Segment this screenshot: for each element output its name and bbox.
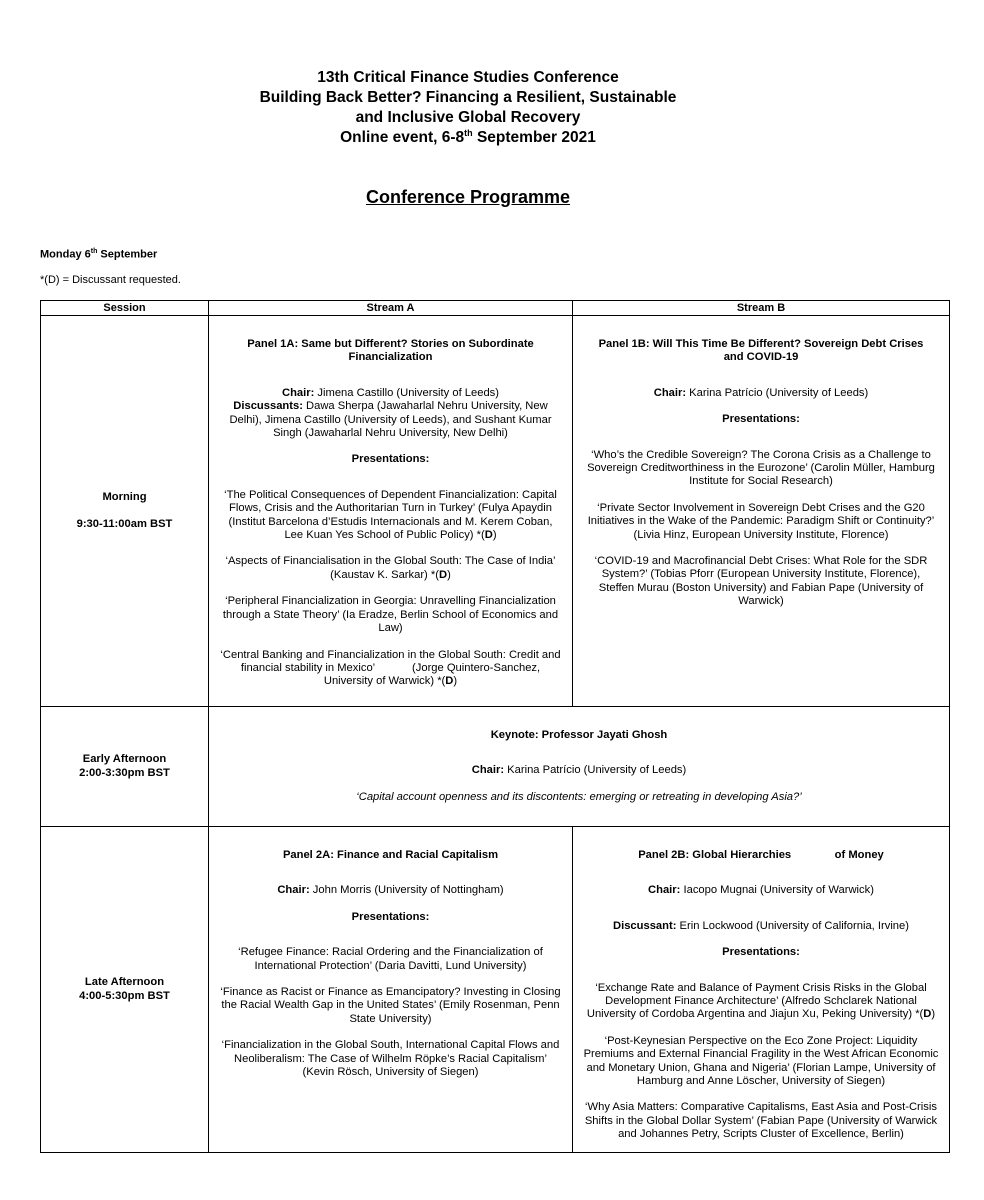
stream-b-cell-late-afternoon bbox=[573, 827, 950, 1153]
programme-title: Conference Programme bbox=[365, 187, 571, 207]
discussant-flag: D bbox=[438, 568, 448, 581]
table-header-row bbox=[41, 301, 950, 316]
presentations-label: Presentations: bbox=[351, 453, 430, 466]
presentation-item: ‘Who’s the Credible Sovereign? The Corona Crisis as a Challenge to Sovereign Creditworthiness in the Eurozone’ (Carolin Müller, Hamburg Institute for Social Research) bbox=[587, 448, 935, 488]
day-month: September bbox=[97, 248, 158, 261]
session-time: 9:30-11:00am BST bbox=[76, 517, 173, 530]
conference-theme-line2: and Inclusive Global Recovery bbox=[355, 109, 581, 126]
header-stream-a: Stream A bbox=[209, 301, 573, 316]
chair-label: Chair: bbox=[471, 764, 505, 777]
discussant-flag: D bbox=[923, 1008, 932, 1021]
panel-title: Panel 1B: Will This Time Be Different? Sovereign Debt Crises and COVID-19 bbox=[598, 338, 924, 364]
presentation-item: ‘Peripheral Financialization in Georgia: Unravelling Financialization through a State Theory’ (Ia Eradze, Berlin School of Economics and Law) bbox=[222, 595, 559, 635]
document-header bbox=[0, 68, 936, 148]
table-row-early-afternoon bbox=[41, 707, 950, 827]
presentation-item: ‘Post-Keynesian Perspective on the Eco Zone Project: Liquidity Premiums and External Financial Fragility in the West African Economic and Monetary Union, Ghana and Nigeria’ (Florian Lampe, University of Hamburg and Anne Löscher, University of Siegen) bbox=[583, 1034, 939, 1088]
presentation-item: ‘The Political Consequences of Dependent Financialization: Capital Flows, Crisis and the Authoritarian Turn in Turkey’ (Fulya Apaydin (Institut Barcelona d’Estudis Internacionals and M. Kerem Coban, Lee Kuan Yes School of Public Policy) *(D) bbox=[224, 488, 557, 542]
chair-name: Jimena Castillo (University of Leeds) bbox=[314, 386, 499, 399]
chair-line bbox=[219, 764, 939, 777]
programme-table bbox=[40, 300, 950, 1153]
session-time: 2:00-3:30pm BST bbox=[79, 766, 170, 779]
discussants-label: Discussants: bbox=[233, 400, 303, 413]
presentations-label: Presentations: bbox=[351, 910, 430, 923]
panel-title: Panel 1A: Same but Different? Stories on Subordinate Financialization bbox=[247, 338, 534, 364]
presentation-text: ‘Aspects of Financialisation in the Global South: The Case of India’ (Kaustav K. Sarkar) *( bbox=[225, 555, 556, 581]
keynote-title: Keynote: Professor Jayati Ghosh bbox=[490, 728, 668, 741]
session-cell-early-afternoon bbox=[41, 707, 209, 827]
presentation-item: ‘Finance as Racist or Finance as Emancipatory? Investing in Closing the Racial Wealth Gap in the United States’ (Emily Rosenman, Penn State University) bbox=[220, 986, 561, 1025]
chair-label: Chair: bbox=[282, 386, 315, 399]
discussant-name: Erin Lockwood (University of California, Irvine) bbox=[676, 919, 909, 932]
discussants-line bbox=[219, 400, 562, 440]
chair-label: Chair: bbox=[277, 884, 310, 897]
keynote-talk: ‘Capital account openness and its discontents: emerging or retreating in developing Asia?’ bbox=[356, 790, 802, 803]
presentation-item: ‘Central Banking and Financialization in the Global South: Credit and financial stability in Mexico’ (Jorge Quintero-Sanchez, University of Warwick) *(D) bbox=[220, 648, 564, 688]
session-cell-late-afternoon bbox=[41, 827, 209, 1153]
session-cell-morning bbox=[41, 316, 209, 707]
chair-line bbox=[583, 387, 939, 400]
stream-a-cell-late-afternoon bbox=[209, 827, 573, 1153]
chair-name: John Morris (University of Nottingham) bbox=[309, 884, 504, 897]
chair-label: Chair: bbox=[653, 386, 687, 399]
dates-text: Online event, 6-8 bbox=[340, 129, 465, 146]
presentation-item: ‘Aspects of Financialisation in the Global South: The Case of India’ (Kaustav K. Sarkar) *(D) bbox=[225, 555, 556, 581]
header-stream-b: Stream B bbox=[573, 301, 950, 316]
panel-title: Panel 2A: Finance and Racial Capitalism bbox=[282, 849, 499, 861]
presentations-label: Presentations: bbox=[722, 413, 800, 426]
chair-label: Chair: bbox=[648, 884, 681, 897]
discussant-flag: D bbox=[484, 529, 493, 542]
session-name: Early Afternoon bbox=[82, 753, 167, 766]
stream-b-cell-morning bbox=[573, 316, 950, 707]
discussant-flag: D bbox=[445, 675, 454, 688]
presentation-text: ‘The Political Consequences of Dependent Financialization: Capital Flows, Crisis and the Authoritarian Turn in Turkey’ (Fulya Apaydin (Institut Barcelona d’Estudis Internacionals and M. Kerem Coban, Lee Kuan Yes School of Public Policy) *( bbox=[224, 488, 557, 542]
conference-name: 13th Critical Finance Studies Conference bbox=[317, 69, 619, 86]
stream-a-cell-morning bbox=[209, 316, 573, 707]
day-sup: th bbox=[90, 248, 98, 255]
session-name: Morning bbox=[102, 491, 147, 504]
chair-line bbox=[219, 387, 562, 400]
chair-line bbox=[219, 884, 562, 897]
presentation-item: ‘Exchange Rate and Balance of Payment Crisis Risks in the Global Development Finance Architecture’ (Alfredo Schclarek National University of Cordoba Argentina and Jiajun Xu, Peking University) *(D) bbox=[586, 981, 936, 1021]
header-session: Session bbox=[41, 301, 209, 316]
discussant-note: *(D) = Discussant requested. bbox=[40, 274, 181, 286]
discussants-names: Dawa Sherpa (Jawaharlal Nehru University, New Delhi), Jimena Castillo (University of Leeds), and Sushant Kumar Singh (Jawaharlal Nehru University, New Delhi) bbox=[229, 400, 552, 440]
keynote-cell bbox=[209, 707, 950, 827]
presentation-item: ‘Financialization in the Global South, International Capital Flows and Neoliberalism: The Case of Wilhelm Röpke’s Racial Capitalism’ (Kevin Rösch, University of Siegen) bbox=[221, 1039, 560, 1079]
conference-dates bbox=[0, 128, 936, 148]
presentation-text: ‘Exchange Rate and Balance of Payment Crisis Risks in the Global Development Finance Architecture’ (Alfredo Schclarek National University of Cordoba Argentina and Jiajun Xu, Peking University) *( bbox=[586, 981, 927, 1021]
dates-sup: th bbox=[464, 128, 473, 138]
presentations-label: Presentations: bbox=[722, 946, 800, 959]
chair-line bbox=[583, 884, 939, 897]
day-text: Monday 6 bbox=[40, 248, 91, 261]
dates-text-end: September 2021 bbox=[472, 129, 596, 146]
chair-name: Karina Patrício (University of Leeds) bbox=[504, 764, 687, 777]
table-row-late-afternoon bbox=[41, 827, 950, 1153]
session-time: 4:00-5:30pm BST bbox=[79, 989, 170, 1002]
discussant-label: Discussant: bbox=[613, 919, 677, 932]
presentation-item: ‘Private Sector Involvement in Sovereign Debt Crises and the G20 Initiatives in the Wake of the Pandemic: Paradigm Shift or Continuity?’ (Livia Hinz, European University Institute, Florence) bbox=[587, 501, 935, 541]
chair-name: Iacopo Mugnai (University of Warwick) bbox=[680, 884, 874, 897]
presentation-item: ‘COVID-19 and Macrofinancial Debt Crises: What Role for the SDR System?’ (Tobias Pforr (European University Institute, Florence), Steffen Murau (Boston University) and Fabian Pape (University of Warwick) bbox=[594, 555, 928, 608]
table-row-morning bbox=[41, 316, 950, 707]
presentation-text: ‘Central Banking and Financialization in the Global South: Credit and financial stability in Mexico’ (Jorge Quintero-Sanchez, University of Warwick) *( bbox=[220, 648, 564, 688]
conference-theme-line1: Building Back Better? Financing a Resilient, Sustainable bbox=[259, 89, 677, 106]
presentation-item: ‘Why Asia Matters: Comparative Capitalisms, East Asia and Post-Crisis Shifts in the Global Dollar System’ (Fabian Pape (University of Warwick and Johannes Petry, Scripts Cluster of Excellence, Berlin) bbox=[584, 1101, 938, 1141]
panel-title: Panel 2B: Global Hierarchies of Money bbox=[638, 849, 884, 861]
discussant-line bbox=[583, 920, 939, 933]
presentation-item: ‘Refugee Finance: Racial Ordering and the Financialization of International Protection’ (Daria Davitti, Lund University) bbox=[238, 946, 543, 972]
chair-name: Karina Patrício (University of Leeds) bbox=[686, 386, 869, 399]
session-name: Late Afternoon bbox=[84, 976, 165, 989]
day-heading bbox=[40, 248, 157, 261]
